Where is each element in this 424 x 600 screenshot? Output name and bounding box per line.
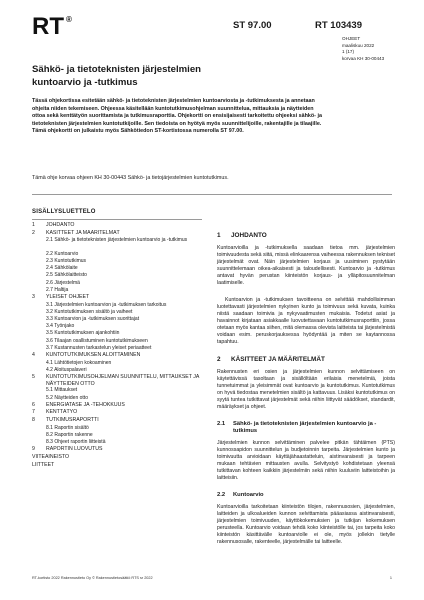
toc-entry-label: KUNTOTUTKIMUSOHJELMAN SUUNNITTELU, MITTAUKSET JA NÄYTTEIDEN OTTO bbox=[46, 373, 200, 387]
toc-entry[interactable] bbox=[32, 417, 202, 425]
body-column bbox=[217, 232, 395, 556]
toc-entry-label: 8.2 Raportin rakenne bbox=[46, 431, 93, 438]
toc-subentry[interactable] bbox=[32, 272, 202, 279]
toc-entry-label: 8.1 Raportin sisältö bbox=[46, 424, 89, 431]
section-2-paragraph: Rakennusten eri osien ja järjestelmien kunnon selvittämiseen on käytettävissä tasoltaan ja sisällöltään erilaisia menetelmiä, joista tunnetuimmat ja yleisimmät ovat kuntoarvio ja kuntotutkimus. Kuntotutkimus on hyvä tiedostaa menetelmien sisältö ja kattavuus. Lisäksi kuntotutkimus on syytä tuntea tutkittavat järjestelmät sekä niihin liittyvät säädökset, standardit, määräykset ja ohjeet. bbox=[217, 369, 395, 410]
toc-subentry[interactable] bbox=[32, 302, 202, 309]
toc-entry[interactable] bbox=[32, 402, 202, 410]
toc-subentry[interactable] bbox=[32, 425, 202, 432]
toc-entry-label: 2.1 Sähkö- ja tietoteknisten järjestelmien kuntoarvio ja -tutkimus bbox=[46, 237, 188, 244]
toc-entry-label: 3.6 Tilaajan osallistuminen kuntotutkimukseen bbox=[46, 337, 148, 344]
toc-entry-label: 5.1 Mittaukset bbox=[46, 387, 78, 394]
table-of-contents bbox=[32, 222, 202, 469]
section-1-paragraph-2: Kuntoarvion ja -tutkimuksen tavoitteena on selvittää mahdollisimman luotettavasti järjestelmien nykyinen kunto ja toimivuus sekä kuvata, kuinka niistä saadaan toimivia ja nykyvaatimusten mukaisia. Todetut asiat ja havainnot kirjataan asiakkaalle luovutettavaan kuntotutkimusraporttiin, jossa otetaan myös kantaa siihen, mitä olemassa olevista laitteista tai järjestelmistä voidaan esim. peruskorjauksessa hyödyntää ja miten se kaytannossa tapahtuu. bbox=[217, 297, 395, 345]
replaces-note: Tämä ohje korvaa ohjeen KH 30-00443 Sähkö- ja tietojärjestelmien kuntotutkimus. bbox=[32, 175, 229, 181]
toc-entry-label: 2.5 Sähkölaitteisto bbox=[46, 272, 87, 279]
toc-subentry[interactable] bbox=[32, 345, 202, 352]
toc-entry-label: 5.2 Näytteiden otto bbox=[46, 394, 88, 401]
toc-subentry[interactable] bbox=[32, 439, 202, 446]
toc-subentry[interactable] bbox=[32, 280, 202, 287]
toc-entry-label: 2.2 Kuntoarvio bbox=[46, 250, 79, 257]
st-code: ST 97.00 bbox=[233, 20, 272, 31]
section-2-1-heading: 2.1 Sähkö- ja tietoteknisten järjestelmien kuntoarvio ja -tutkimus bbox=[217, 421, 377, 434]
toc-entry-number: 7 bbox=[32, 409, 35, 416]
toc-entry-number: 4 bbox=[32, 351, 35, 358]
toc-subentry[interactable] bbox=[32, 432, 202, 439]
toc-entry-label: KENTTÄTYÖ bbox=[46, 409, 78, 416]
divider-top bbox=[32, 194, 392, 195]
toc-entry-label: LIITTEET bbox=[32, 461, 55, 468]
toc-entry[interactable] bbox=[32, 446, 202, 454]
rt-logo bbox=[32, 14, 78, 36]
toc-subentry[interactable] bbox=[32, 287, 202, 294]
section-2-1-paragraph: Järjestelmien kunnon selvittäminen palvelee pitkän tähtäimen (PTS) kunnossapidon suunnittelun ja budjetoinnin tarpeita. Järjestelmien kunto ja toimivuutta arvioidaan käyttäjähaastatteluin, aistinvaraisesti ja tarpeen mukaan tehtävien mittausten avulla. Selvitystyö kohdistetaan yleensä tutkittavan kohteen kaikkiin järjestelmiin sekä niihin kuuluviin laitteistoihin ja laitteisiin. bbox=[217, 440, 395, 481]
toc-entry[interactable] bbox=[32, 462, 202, 470]
rt-code: RT 103439 bbox=[315, 20, 363, 31]
toc-entry[interactable] bbox=[32, 374, 202, 387]
toc-subentry[interactable] bbox=[32, 367, 202, 374]
toc-entry-label: TUTKIMUSRAPORTTI bbox=[46, 417, 99, 424]
toc-entry-label: 3.7 Kustannusten tarkastelun yleiset periaatteet bbox=[46, 344, 152, 351]
toc-entry-number: 2 bbox=[32, 229, 35, 236]
toc-entry-label: YLEISET OHJEET bbox=[46, 293, 90, 300]
toc-entry-number: 3 bbox=[32, 293, 35, 300]
page-footer bbox=[32, 576, 392, 580]
toc-entry-label: KUNTOTUTKIMUKSEN ALOITTAMINEN bbox=[46, 351, 141, 358]
section-1-heading: 1 JOHDANTO bbox=[217, 232, 267, 239]
toc-entry-label: RAPORTIN LUOVUTUS bbox=[46, 446, 103, 453]
card-type: OHJEET bbox=[342, 36, 361, 41]
rt-logo-text: RT bbox=[32, 14, 64, 36]
toc-entry[interactable] bbox=[32, 294, 202, 302]
toc-entry-label: ENERGIATASE JA -TEHOKKUUS bbox=[46, 401, 125, 408]
toc-entry-label: JOHDANTO bbox=[46, 222, 75, 228]
toc-subentry[interactable] bbox=[32, 323, 202, 330]
toc-subentry[interactable] bbox=[32, 360, 202, 367]
toc-entry[interactable] bbox=[32, 409, 202, 417]
toc-entry-label: 4.1 Lähtötietojen kokoaminen bbox=[46, 359, 112, 366]
toc-subentry[interactable] bbox=[32, 258, 202, 265]
toc-entry-label: 2.3 Kuntotutkimus bbox=[46, 257, 87, 264]
section-1-paragraph-1: Kuntoarvioilla ja -tutkimuksella saadaan tietoa mm. järjestelmien toimivuudesta sekä siitä, missä elinkaarensa vaiheessa rakennuksen tekniset järjestelmät ovat. Näin järjestelmien korjaus ja uusiminen pystytään suunnittelemaan oikea-aikaisesti ja taloudellisesti. Kuntoarvio ja -tutkimus antavat hyvän perustan kiinteistön korjaus- ja ylläpitosuunnitelman laatimiselle. bbox=[217, 245, 395, 286]
toc-entry-label: KÄSITTEET JA MÄÄRITELMÄT bbox=[46, 229, 120, 236]
footer-copyright: RT-kortisto 2022 Rakennustieto Oy © Rakennustietosäätiö RTS sr 2022 bbox=[32, 576, 153, 580]
toc-entry-label: 3.4 Työnjako bbox=[46, 323, 75, 330]
footer-page-number: 1 bbox=[389, 576, 392, 580]
card-pages: 1 (17) bbox=[342, 49, 355, 55]
toc-entry-number: 8 bbox=[32, 417, 35, 424]
toc-heading: SISÄLLYSLUETTELO bbox=[32, 209, 96, 215]
toc-entry-label: VIITEAINEISTO bbox=[32, 454, 70, 461]
toc-entry-label: 3.1 Järjestelmien kuntoarvion ja -tutkimuksen tarkoitus bbox=[46, 301, 167, 308]
toc-subentry[interactable] bbox=[32, 265, 202, 272]
toc-entry-label: 3.5 Kuntotutkimuksen ajankohtiin bbox=[46, 330, 120, 337]
section-2-2-heading: 2.2 Kuntoarvio bbox=[217, 492, 264, 498]
toc-entry[interactable] bbox=[32, 222, 202, 230]
registered-mark: ® bbox=[66, 15, 72, 24]
toc-entry-label: 2.6 Järjestelmä bbox=[46, 279, 80, 286]
toc-subentry[interactable] bbox=[32, 330, 202, 337]
toc-subentry[interactable] bbox=[32, 316, 202, 323]
toc-entry-label: 4.2 Aloituspalaveri bbox=[46, 366, 87, 373]
title-line-2: kuntoarvio ja -tutkimus bbox=[32, 76, 138, 88]
section-2-heading: 2 KÄSITTEET JA MÄÄRITELMÄT bbox=[217, 356, 325, 363]
toc-entry-number: 6 bbox=[32, 401, 35, 408]
toc-subentry[interactable] bbox=[32, 237, 202, 250]
toc-entry-number: 5 bbox=[32, 373, 35, 380]
toc-subentry[interactable] bbox=[32, 251, 202, 258]
toc-entry-label: 2.7 Haltija bbox=[46, 286, 69, 293]
toc-entry-label: 2.4 Sähkölaite bbox=[46, 265, 78, 272]
card-meta bbox=[342, 36, 384, 62]
document-title bbox=[32, 64, 201, 89]
toc-entry[interactable] bbox=[32, 454, 202, 462]
toc-entry[interactable] bbox=[32, 230, 202, 238]
card-replaces: korvaa KH 30-00443 bbox=[342, 55, 385, 61]
toc-entry-number: 9 bbox=[32, 446, 35, 453]
title-line-1: Sähkö- ja tietoteknisten järjestelmien bbox=[32, 64, 202, 75]
toc-entry-number: 1 bbox=[32, 222, 35, 228]
toc-subentry[interactable] bbox=[32, 309, 202, 316]
toc-entry-label: 8.3 Ohjeet raportin liitteistä bbox=[46, 439, 106, 446]
toc-subentry[interactable] bbox=[32, 387, 202, 394]
toc-subentry[interactable] bbox=[32, 338, 202, 345]
section-2-2-paragraph: Kuntoarvioilla tarkoitetaan kiinteistön tilojen, rakennusosien, järjestelmien, laitteiden ja ulkoalueiden kunnon selvittamista pääasiassa aistinvaraisesti, järjestelmien toimivuuden, käyttökokemuksien ja tutkijan kokemuksen perusteella. Kuntoarvio voidaan tehdä koko kiinteistölle tai, jos tarpeita koko kiinteistön käsittävälle kuntoarviolle ei ole, myös jollekin tietylle rakennusosalle, rakenteelle, järjestelmälle tai laitteelle. bbox=[217, 504, 395, 545]
toc-entry-label: 3.2 Kuntotutkimuksen sisältö ja vaiheet bbox=[46, 308, 133, 315]
toc-entry[interactable] bbox=[32, 352, 202, 360]
card-date: maaliskuu 2022 bbox=[342, 42, 375, 48]
toc-entry-label: 3.3 Kuntoarvion ja -tutkimuksen suorittajat bbox=[46, 315, 140, 322]
toc-subentry[interactable] bbox=[32, 395, 202, 402]
intro-paragraph: Tässä ohjekortissa esitetään sähkö- ja tietoteknisten järjestelmien kuntoarviosta ja -tutkimuksesta ja annetaan ohjeita niiden tekemiseen. Ohjeessa käsitellään kuntotutkimusohjelman suunnittelua, mittauksia ja näytteiden ottoa sekä kenttätyön suorittamista ja tutkimusraporttia. Ohjekortti on ensisijaisesti tarkoitettu ohjeeksi sähkö- ja tietoteknisten järjestelmien kuntotutkijoille. Sen tiedoista on hyötyä myös suunnittelijoille, rakentajille ja tilaajille. Tämä ohjekortti on julkaistu myös Sähkötiedon ST-kortistossa numerolla ST 97.00. bbox=[32, 98, 322, 135]
toc-heading-rule bbox=[32, 219, 202, 220]
